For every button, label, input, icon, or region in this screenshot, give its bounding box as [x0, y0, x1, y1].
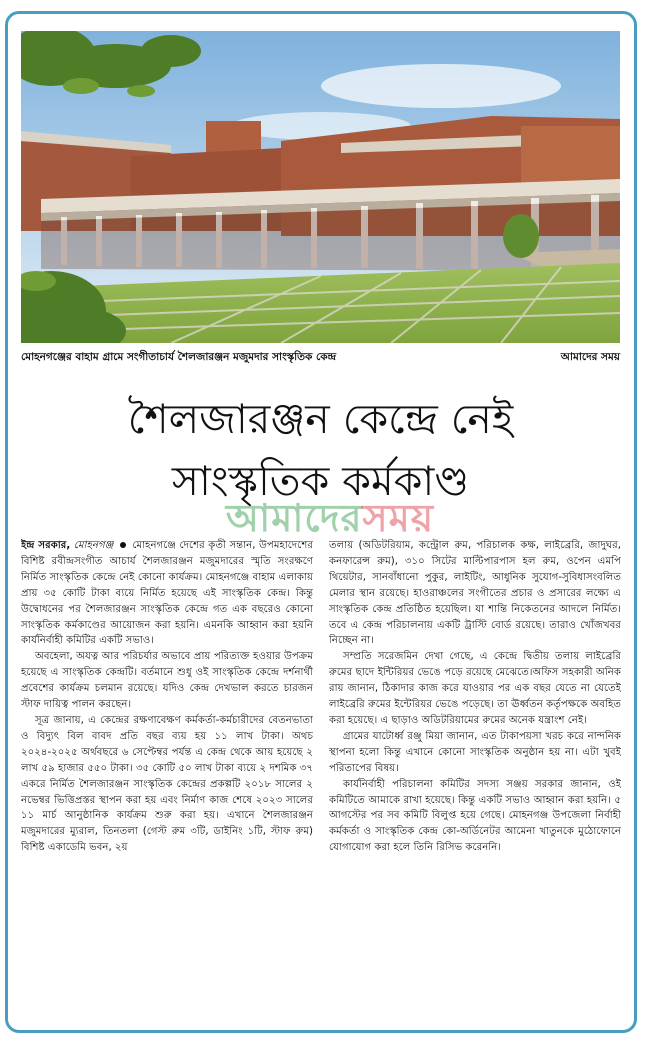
article-paragraph: কার্যনির্বাহী পরিচালনা কমিটির সদস্য সঞ্জয় সরকার জানান, ওই কমিটিতে আমাকে রাখা হয়েছে। কিন্তু একটি সভাও আহ্বান করা হয়নি। ৫ আগস্টের পর সব কমিটি বিলুপ্ত হয়ে গেছে। মোহনগঞ্জ উপজেলা নির্বাহী কর্মকর্তা ও সাংস্কৃতিক কেন্দ্র কো-অর্ডিনেটর আমেনা খাতুনকে মুঠোফোনে যোগাযোগ করা হলে তিনি রিসিভ করেননি। [329, 778, 621, 854]
article-paragraph: গ্রামের যাটোর্ধ্ব রঞ্জু মিয়া জানান, এত টাকাপয়সা খরচ করে নান্দনিক স্থাপনা হলো কিন্তু এখানে কোনো সাংস্কৃতিক অনুষ্ঠান হয় না। এটা খুবই পরিতাপের বিষয়। [329, 730, 621, 774]
newspaper-watermark [160, 492, 500, 544]
headline-line-2: সাংস্কৃতিক কর্মকাণ্ড [171, 457, 470, 505]
headline-line-1: শৈলজারঞ্জন কেন্দ্রে নেই [127, 395, 514, 443]
article-paragraph: সূত্র জানায়, এ কেন্দ্রের রক্ষণাবেক্ষণ কর্মকর্তা-কর্মচারীদের বেতনভাতা ও বিদ্যুৎ বিল বাবদ প্রতি বছর ব্যয় হয় ১১ লাখ টাকা। অথচ ২০২৪-২০২৫ অর্থবছরে ৬ সেপ্টেম্বর পর্যন্ত এ কেন্দ্র থেকে আয় হয়েছে ২ লাখ ৫৯ হাজার ৫৫০ টাকা। ৩৫ কোটি ৫০ লাখ টাকা ব্যয়ে ২ দশমিক ৩৭ একরে নির্মিত শৈলজারঞ্জন সাংস্কৃতিক কেন্দ্রের প্রকল্পটি ২০১৮ সালের ২ নভেম্বর ভিত্তিপ্রস্তর স্থাপন করা হয় এবং নির্মাণ কাজ শেষে ২০২৩ সালের ১১ মার্চ আনুষ্ঠানিক কার্যক্রম শুরু করা হয়। এখানে শৈলজারঞ্জন মজুমদারের ম্যুরাল, তিনতলা (গেস্ট রুম ৩টি, ডাইনিং ১টি, স্টাফ রুম) বিশিষ্ট একাডেমি ভবন, ২য় [21, 714, 313, 854]
article-paragraph: মোহনগঞ্জে দেশের কৃতী সন্তান, উপমহাদেশের বিশিষ্ট রবীন্দ্রসংগীত আচার্য শৈলজারঞ্জন মজুমদারের স্মৃতি সংরক্ষণে নির্মিত সাংস্কৃতিক কেন্দ্রে নেই কোনো কার্যক্রম। মোহনগঞ্জে বাহাম এলাকায় প্রায় ৩৫ কোটি টাকা ব্যয়ে নির্মিত হয়েছে এই সাংস্কৃতিক কেন্দ্র। কিন্তু উদ্বোধনের পর শৈলজারঞ্জন সাংস্কৃতিক কেন্দ্রে গত এক বছরেও কোনো সাংস্কৃতিক কর্মকাণ্ডের আয়োজন করা হয়নি। এমনকি আহ্বান করা হয়নি কার্যনির্বাহী কমিটির একটি সভাও। [21, 540, 313, 647]
article-paragraph: তলায় (অডিটরিয়াম, কন্ট্রোল রুম, পরিচালক কক্ষ, লাইব্রেরি, জাদুঘর, কনফারেন্স রুম), ৩১০ সিটের মাল্টিপারপাস হল রুম, ওপেন এমপি থিয়েটার, সানবাঁধানো পুকুর, লাইটিং, আধুনিক সুযোগ-সুবিধাসংবলিত মেলার স্থান রয়েছে। হাওরাঞ্চলের সংগীতের প্রচার ও প্রসারের লক্ষ্যে এ সাংস্কৃতিক কেন্দ্র প্রতিষ্ঠিত হয়েছিল। যা শান্তি নিকেতনের আদলে নির্মিত। তবে এ কেন্দ্র পরিচালনায় একটি ট্রাস্টি বোর্ড রয়েছে। তারাও খোঁজখবর নিচ্ছেন না। [329, 540, 621, 647]
article-paragraph: সম্প্রতি সরেজমিন দেখা গেছে, এ কেন্দ্রে দ্বিতীয় তলায় লাইব্রেরি রুমের ছাদে ইন্টিরিয়র ভেঙে পড়ে রয়েছে মেঝেতে।অফিস সহকারী অনিক রায় জানান, ঠিকাদার কাজ করে যাওয়ার পর এক বছর যেতে না যেতেই লাইব্রেরি রুমের ইন্টেরিয়র ভেঙে পড়েছে। তা ঊর্ধ্বতন কর্তৃপক্ষকে অবহিত করা হয়েছে। এ ছাড়াও অডিটরিয়ামের রুমের অনেক যন্ত্রাংশ নেই। [329, 651, 621, 726]
article-column-right [329, 538, 621, 1023]
cultural-center-photo [21, 31, 620, 343]
bullet-dot [120, 542, 126, 548]
watermark-part-1: আমাদের [225, 496, 363, 540]
watermark-part-2: সময় [362, 496, 435, 540]
photo-caption-row [21, 350, 620, 368]
photo-caption: মোহনগঞ্জের বাহাম গ্রামে সংগীতাচার্য শৈলজারঞ্জন মজুমদার সাংস্কৃতিক কেন্দ্র [21, 351, 337, 363]
photo-credit: আমাদের সময় [560, 351, 620, 363]
article-column-left [21, 538, 313, 1023]
article-paragraph: অবহেলা, অযত্ন আর পরিচর্যার অভাবে প্রায় পরিত্যক্ত হওয়ার উপক্রম হয়েছে এ সাংস্কৃতিক কেন্দ্রটি। বর্তমানে শুধু ওই সাংস্কৃতিক কেন্দ্রে দর্শনার্থী প্রবেশের কার্যক্রম চলমান রয়েছে। যদিও কেন্দ্র দেখভাল করতে চারজন স্টাফ দায়িত্ব পালন করছেন। [21, 651, 313, 711]
dateline-location: মোহনগঞ্জ [73, 540, 114, 551]
byline: ইন্দ্র সরকার, [21, 540, 71, 551]
article-lead-paragraph [21, 538, 313, 649]
